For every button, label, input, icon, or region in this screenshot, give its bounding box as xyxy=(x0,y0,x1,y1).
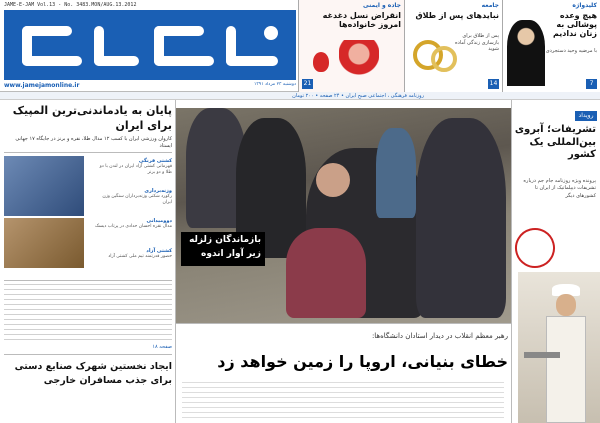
headline-kicker: رهبر معظم انقلاب در دیدار استادان دانشگاه‌ها: xyxy=(371,332,508,340)
protocol-body: پرونده ویژه روزنامه جام جم درباره تشریفات دیپلماتیک از ایران تا کشورهای دیگر xyxy=(523,178,596,199)
brief-title: دوومیدانی xyxy=(146,218,172,224)
brief-body: حضور قدرتمند تیم ملی کشتی آزاد xyxy=(108,254,172,259)
egg-shape xyxy=(313,52,329,72)
illustration-image xyxy=(339,40,379,80)
teaser-category: جامعه xyxy=(481,2,499,9)
earthquake-photo[interactable] xyxy=(176,108,511,323)
divider xyxy=(4,152,172,153)
teaser-divorce[interactable] xyxy=(404,0,502,92)
handicraft-headline[interactable]: ایجاد نخستین شهرک صنایع دستی برای جذب مسافران خارجی xyxy=(14,361,172,386)
sports-photo-2 xyxy=(4,218,84,268)
filler-text-block xyxy=(182,382,504,418)
caption-line: زیر آوار اندوه xyxy=(201,248,261,259)
section-badge: رویداد xyxy=(575,111,597,121)
teaser-family[interactable] xyxy=(298,0,404,92)
rings-image-2 xyxy=(431,46,457,72)
brief-item[interactable] xyxy=(92,248,172,260)
brief-title: کشتی فرنگی xyxy=(138,158,172,164)
date-line: دوشنبه ۲۳ مرداد ۱۳۹۱ xyxy=(253,82,296,87)
sports-headline[interactable]: پایان به یادماندنی‌ترین المپیک برای ایران xyxy=(12,104,172,132)
teaser-body: پس از طلاق برای بازسازی زندگی آماده شوید xyxy=(455,33,499,52)
issue-info: JAME-E-JAM Vol.13 - No. 3483.MON/AUG.13.2012 xyxy=(4,2,137,8)
brief-item[interactable] xyxy=(92,218,172,230)
divider xyxy=(4,280,172,281)
portrait-image xyxy=(507,20,545,86)
page-number-badge: 14 xyxy=(489,80,498,87)
photo-caption xyxy=(181,232,265,266)
main-headline[interactable]: خطای بنیانی، اروپا را زمین خواهد زد xyxy=(217,352,508,371)
brief-item[interactable] xyxy=(92,158,172,176)
teaser-title: انقراض نسل دغدغه امروز خانواده‌ها xyxy=(322,11,401,30)
protocol-headline[interactable]: تشریفات؛ آبروی بین‌المللی یک کشور xyxy=(514,124,596,160)
newspaper-logo[interactable] xyxy=(4,10,296,80)
teaser-title: نبایدهای پس از طلاق xyxy=(415,11,499,20)
brief-title: وزنه‌برداری xyxy=(144,188,172,194)
brief-body: مدال نقره احسان حدادی در پرتاب دیسک xyxy=(95,224,172,229)
teaser-body: با مرضیه وحید دستجردی xyxy=(545,48,597,54)
page-reference[interactable]: صفحه ۱۸ xyxy=(152,344,172,350)
website-url[interactable]: www.jamejamonline.ir xyxy=(4,82,80,89)
divider xyxy=(4,354,172,355)
brief-body: رکورد شکنی وزنه‌برداران سنگین وزن ایران xyxy=(102,194,172,206)
teaser-category: جاده و ایمنی xyxy=(363,2,401,9)
teaser-title: هیچ وعده پوشالی به زنان ندادیم xyxy=(553,11,597,39)
caption-line: بازماندگان زلزله xyxy=(189,235,261,245)
strip-text: روزنامه فرهنگی ، اجتماعی صبح ایران • ۲۴ صفحه • ۲۰۰ تومان xyxy=(292,93,424,99)
page-number-badge: 7 xyxy=(586,79,597,89)
guard-photo xyxy=(518,272,600,423)
page-number-badge: 21 xyxy=(303,80,312,87)
brief-item[interactable] xyxy=(92,188,172,206)
filler-text-block xyxy=(4,284,172,344)
teaser-category: کلیدواژه xyxy=(572,2,597,9)
teaser-women[interactable] xyxy=(502,0,600,92)
sports-intro: کاروان ورزشی ایران با کسب ۱۲ مدال طلا، نقره و برنز در جایگاه ۱۷ جهانی ایستاد xyxy=(15,136,172,149)
brief-body: قهرمانی کشتی آزاد ایران در لندن با دو طلا و دو برنز xyxy=(99,164,172,176)
brief-title: کشتی آزاد xyxy=(146,248,172,254)
sports-photo xyxy=(4,156,84,216)
